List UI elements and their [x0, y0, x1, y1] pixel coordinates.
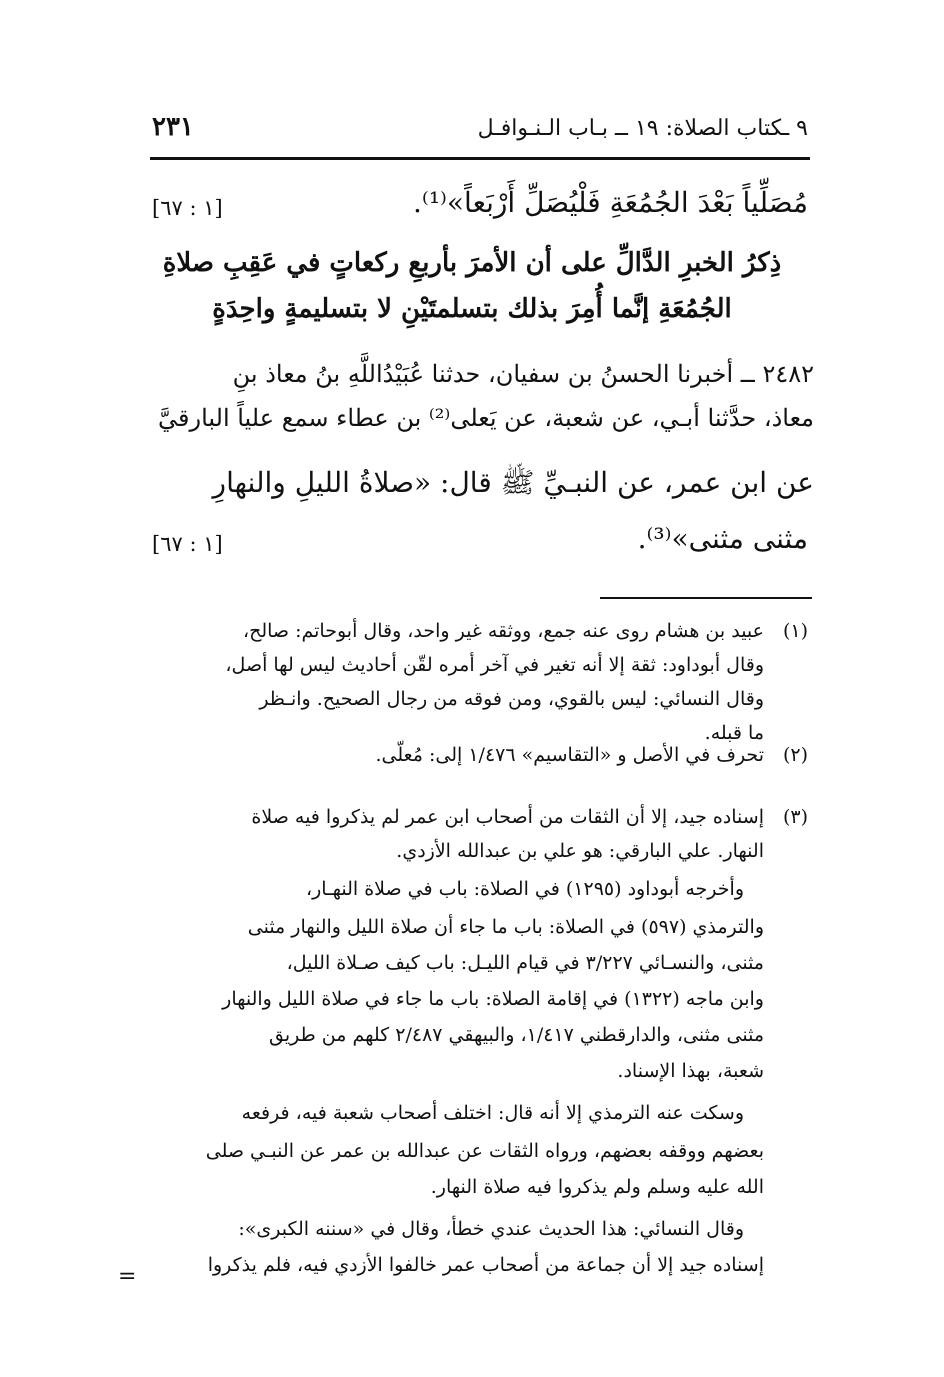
footnote-line: الله عليه وسلم ولم يذكروا فيه صلاة النهار.: [430, 1176, 764, 1198]
footnote-label-3: (٣): [782, 806, 808, 828]
hadith-line-2: معاذ، حدَّثنا أبـي، عن شعبة، عن يَعلى⁽²⁾ بن عطاء سمع علياً البارقيَّ: [158, 404, 814, 432]
footnote-line: مثنى مثنى، والدارقطني ١/٤١٧، والبيهقي ٢/٤٨٧ كلهم من طريق: [269, 1024, 764, 1046]
section-heading-line-2: الجُمُعَةِ إنَّما أُمِرَ بذلك بتسلمتَيْنِ لا بتسليمةٍ واحِدَةٍ: [212, 294, 732, 324]
continuation-mark: =: [118, 1264, 137, 1289]
footnote-label-2: (٢): [782, 744, 808, 766]
page-number: ٢٣١: [152, 112, 194, 142]
main-line-1: مُصَلِّياً بَعْدَ الجُمُعَةِ فَلْيُصَلِّ أَرْبَعاً»⁽¹⁾.: [413, 186, 808, 219]
footnote-line: وأخرجه أبوداود (١٢٩٥) في الصلاة: باب في صلاة النهـار،: [305, 878, 744, 900]
footnote-line: وقال أبوداود: ثقة إلا أنه تغير في آخر أمره لقّن أحاديث ليس لها أصل،: [225, 654, 764, 676]
reference-bracket-1: [١ : ٦٧]: [152, 196, 223, 220]
header-rule: [150, 157, 810, 160]
footnote-line: مثنى، والنسـائي ٣/٢٢٧ في قيام الليـل: باب كيف صـلاة الليل،: [286, 952, 764, 974]
footnote-line: إسناده جيد إلا أن جماعة من أصحاب عمر خالفوا الأزدي فيه، فلم يذكروا: [207, 1254, 764, 1276]
hadith-line-3: عن ابن عمر، عن النبـيِّ ﷺ قال: «صلاةُ الليلِ والنهارِ: [212, 466, 814, 499]
hadith-line-4: مثنى مثنى»⁽³⁾.: [637, 522, 808, 555]
footnote-label-1: (١): [782, 620, 808, 642]
footnote-line: شعبة، بهذا الإسناد.: [617, 1060, 764, 1082]
footnote-line: وقال النسائي: هذا الحديث عندي خطأ، وقال في «سننه الكبرى»:: [238, 1218, 744, 1240]
section-heading-line-1: ذِكرُ الخبرِ الدَّالِّ على أن الأمرَ بأربعِ ركعاتٍ في عَقِبِ صلاةِ: [162, 248, 782, 278]
footnote-line: النهار. علي البارقي: هو علي بن عبدالله الأزدي.: [396, 840, 764, 862]
footnote-line: إسناده جيد، إلا أن الثقات من أصحاب ابن عمر لم يذكروا فيه صلاة: [251, 806, 764, 828]
footnote-separator: [600, 597, 812, 599]
footnote-line: والترمذي (٥٩٧) في الصلاة: باب ما جاء أن صلاة الليل والنهار مثنى: [247, 916, 764, 938]
footnote-line: تحرف في الأصل و «التقاسيم» ١/٤٧٦ إلى: مُعلّى.: [375, 744, 764, 766]
footnote-line: ما قبله.: [704, 722, 764, 744]
footnote-line: وقال النسائي: ليس بالقوي، ومن فوقه من رجال الصحيح. وانـظر: [259, 688, 764, 710]
footnote-line: بعضهم ووقفه بعضهم، ورواه الثقات عن عبدالله بن عمر عن النبـي صلى: [205, 1140, 764, 1162]
running-header-title: ٩ ـكتاب الصلاة: ١٩ ــ بـاب الـنـوافـل: [477, 116, 808, 141]
footnote-line: وابن ماجه (١٣٢٢) في إقامة الصلاة: باب ما جاء في صلاة الليل والنهار: [222, 988, 764, 1010]
reference-bracket-2: [١ : ٦٧]: [152, 532, 223, 556]
footnote-line: عبيد بن هشام روى عنه جمع، ووثقه غير واحد، وقال أبوحاتم: صالح،: [242, 620, 764, 642]
hadith-line-1: ٢٤٨٢ ــ أخبرنا الحسنُ بن سفيان، حدثنا عُبَيْدُاللَّهِ بنُ معاذ بنِ: [232, 360, 814, 388]
footnote-line: وسكت عنه الترمذي إلا أنه قال: اختلف أصحاب شعبة فيه، فرفعه: [241, 1102, 744, 1124]
